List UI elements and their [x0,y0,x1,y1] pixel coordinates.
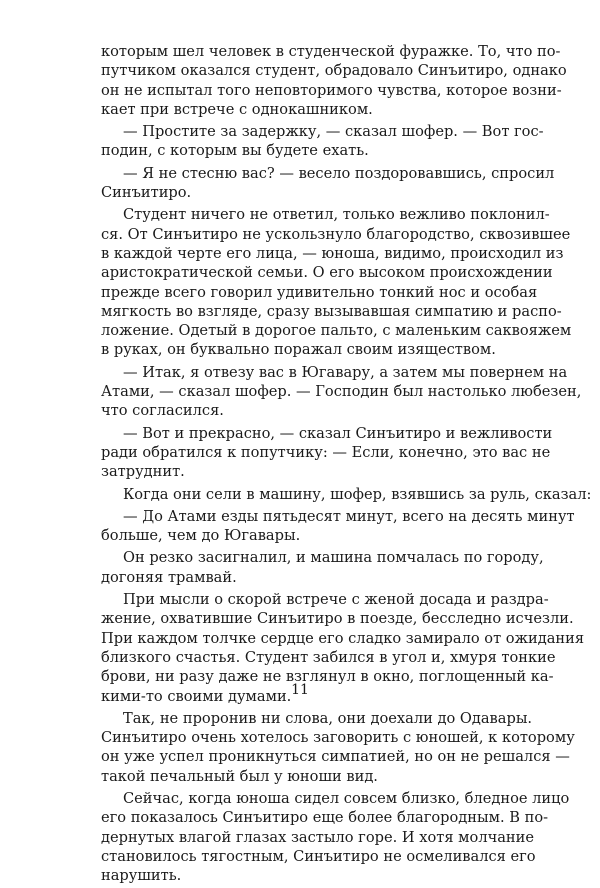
text-line: его показалось Синъитиро еще более благородным. В по- [101,809,549,827]
text-line: При каждом толчке сердце его сладко замирало от ожидания [101,629,585,647]
text-line: путчиком оказался студент, обрадовало Синъитиро, однако [101,62,567,80]
text-line: близкого счастья. Студент забился в угол и, хмуря тонкие [101,648,556,666]
text-line: — Вот и прекрасно, — сказал Синъитиро и вежливости [123,424,553,442]
text-line: — Итак, я отвезу вас в Югавару, а затем мы повернем на [123,363,568,381]
paragraph [101,205,572,359]
text-line: подин, с которым вы будете ехать. [101,142,369,160]
text-line: ради обратился к попутчику: — Если, конечно, это вас не [101,443,551,461]
paragraph [101,122,544,161]
text-line: Атами, — сказал шофер. — Господин был настолько любезен, [101,383,582,401]
text-line: жение, охватившие Синъитиро в поезде, бесследно исчезли. [101,610,574,628]
text-line: что согласился. [101,402,224,420]
text-line: При мысли о скорой встрече с женой досада и раздра- [123,591,549,609]
text-line: Синъитиро очень хотелось заговорить с юношей, к которому [101,729,575,747]
text-line: Он резко засигналил, и машина помчалась по городу, [123,549,544,567]
text-line: Синъитиро. [101,184,192,202]
text-line: догоняя трамвай. [101,568,237,586]
paragraph [101,709,575,786]
paragraph [101,42,567,119]
text-line: нарушить. [101,867,182,885]
paragraph [101,485,592,504]
text-line: аристократической семьи. О его высоком происхождении [101,264,553,282]
page-number: 11 [291,682,309,698]
text-line: Так, не проронив ни слова, они доехали до Одавары. [123,709,533,727]
text-line: прежде всего говорил удивительно тонкий нос и особая [101,283,538,301]
text-line: Студент ничего не ответил, только вежливо поклонил- [123,206,550,224]
paragraph [101,424,553,482]
text-line: дернутых влагой глазах застыло горе. И хотя молчание [101,828,535,846]
text-line: ся. От Синъитиро не ускользнуло благородство, сквозившее [101,225,571,243]
paragraph [101,507,575,546]
text-line: мягкость во взгляде, сразу вызывавшая симпатию и распо- [101,302,562,320]
text-line: брови, ни разу даже не взглянул в окно, поглощенный ка- [101,668,554,686]
text-line: затруднит. [101,463,185,481]
paragraph [101,548,544,587]
text-line: он не испытал того неповторимого чувства, которое возни- [101,81,562,99]
text-line: такой печальный был у юноши вид. [101,767,378,785]
text-line: становилось тягостным, Синъитиро не осмеливался его [101,847,536,865]
paragraph [101,363,582,421]
text-line: в руках, он буквально поражал своим изяществом. [101,341,496,359]
text-line: — Я не стесню вас? — весело поздоровавшись, спросил [123,164,555,182]
text-line: кими-то своими думами. [101,687,292,705]
paragraph [101,164,555,203]
text-line: Сейчас, когда юноша сидел совсем близко, бледное лицо [123,789,570,807]
text-line: он уже успел проникнуться симпатией, но он не решался — [101,748,570,766]
text-line: — Простите за задержку, — сказал шофер. — Вот гос- [123,123,544,141]
text-line: ложение. Одетый в дорогое пальто, с маленьким саквояжем [101,322,572,340]
paragraph [101,789,570,885]
text-line: больше, чем до Югавары. [101,527,301,545]
body-text [101,42,592,888]
text-line: которым шел человек в студенческой фуражке. То, что по- [101,43,561,60]
text-line: — До Атами езды пятьдесят минут, всего на десять минут [123,507,575,525]
text-line: в каждой черте его лица, — юноша, видимо, происходил из [101,244,564,262]
text-line: Когда они сели в машину, шофер, взявшись за руль, сказал: [123,485,592,503]
text-line: кает при встрече с однокашником. [101,100,373,118]
